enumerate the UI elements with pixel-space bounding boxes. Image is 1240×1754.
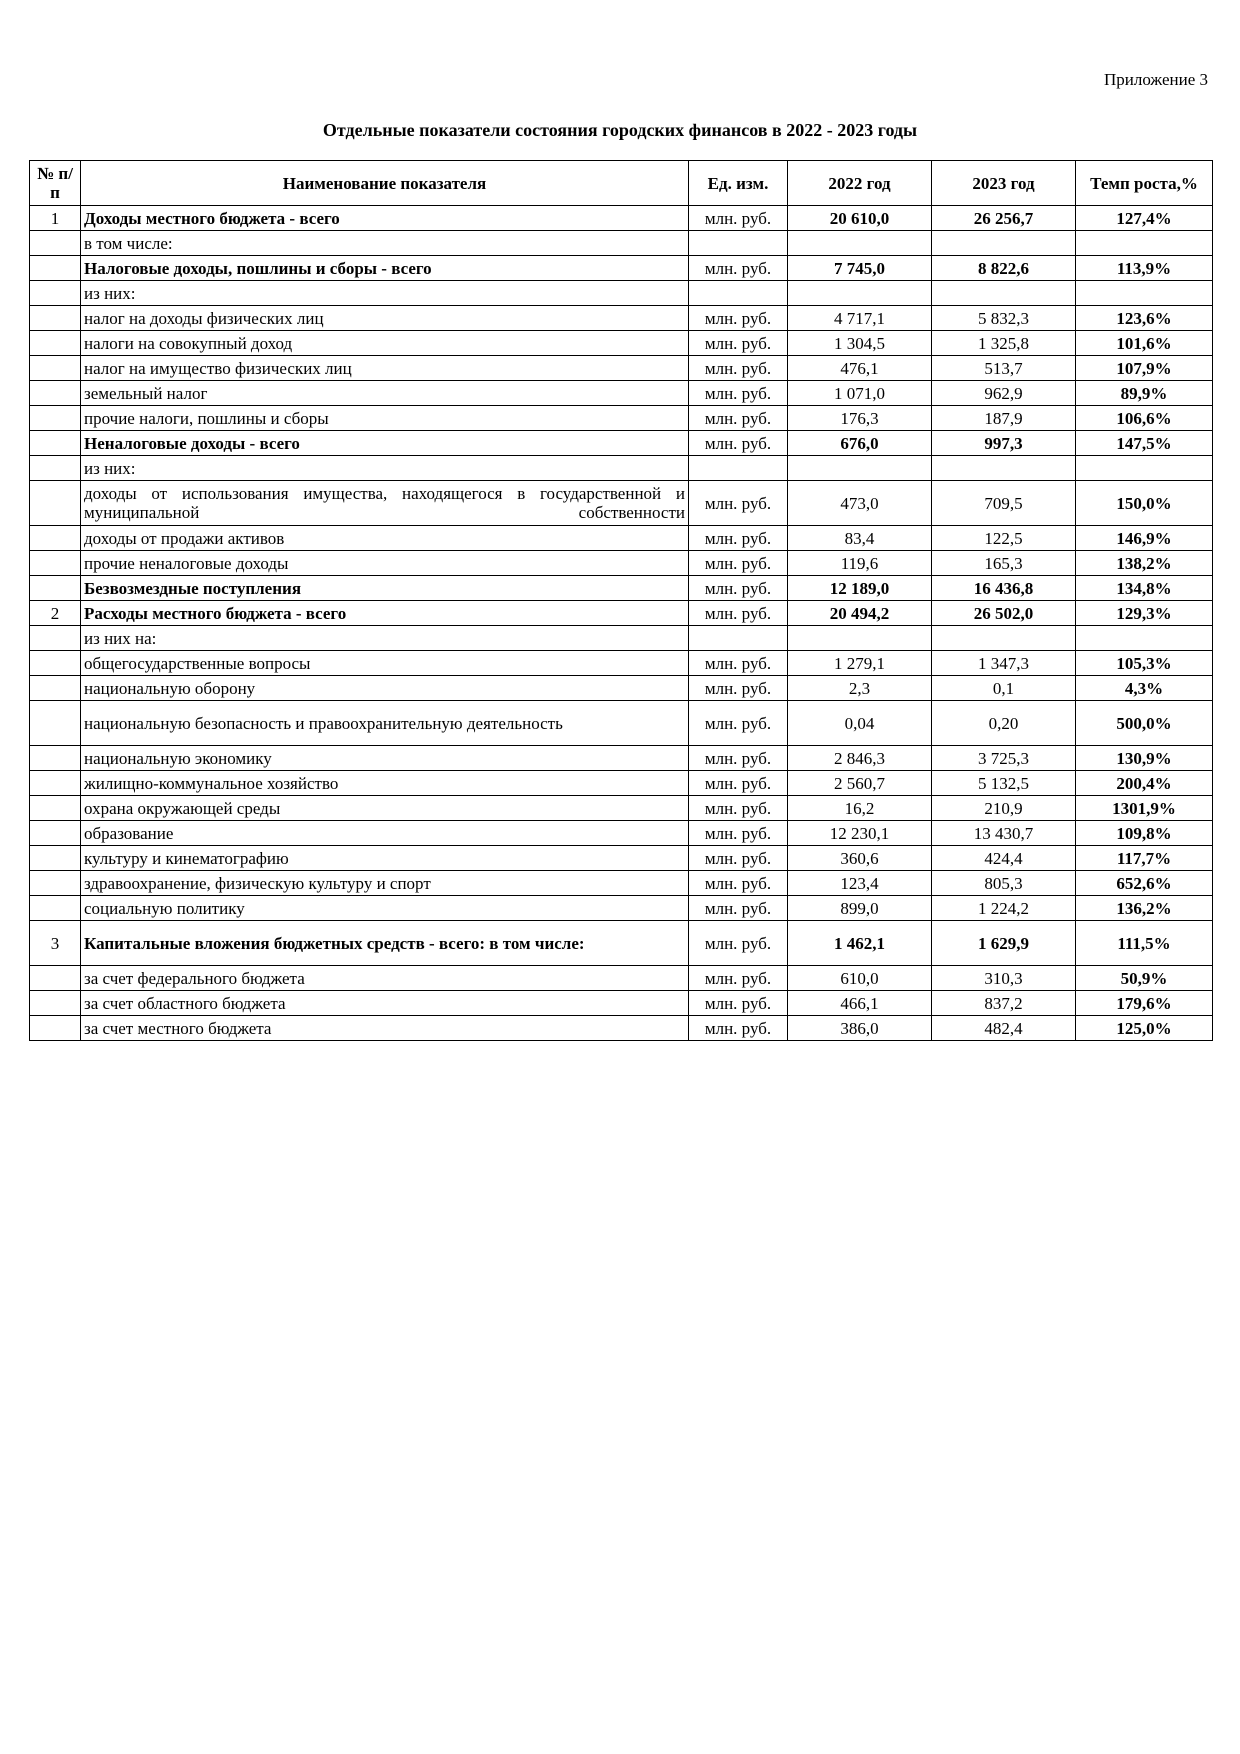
cell-unit [689, 456, 788, 481]
cell-2022: 7 745,0 [788, 256, 932, 281]
cell-name: Капитальные вложения бюджетных средств - всего: в том числе: [81, 921, 689, 966]
cell-unit [689, 231, 788, 256]
cell-2022: 12 189,0 [788, 576, 932, 601]
cell-unit: млн. руб. [689, 701, 788, 746]
cell-2022 [788, 456, 932, 481]
cell-num [30, 406, 81, 431]
cell-name: земельный налог [81, 381, 689, 406]
cell-2023: 8 822,6 [932, 256, 1076, 281]
cell-rate: 117,7% [1076, 846, 1213, 871]
cell-num [30, 626, 81, 651]
cell-rate [1076, 626, 1213, 651]
table-row [30, 921, 1213, 966]
cell-unit: млн. руб. [689, 676, 788, 701]
cell-name: здравоохранение, физическую культуру и спорт [81, 871, 689, 896]
cell-name: культуру и кинематографию [81, 846, 689, 871]
cell-rate: 147,5% [1076, 431, 1213, 456]
cell-2022: 1 462,1 [788, 921, 932, 966]
cell-rate [1076, 231, 1213, 256]
cell-unit: млн. руб. [689, 356, 788, 381]
cell-unit: млн. руб. [689, 821, 788, 846]
cell-rate: 4,3% [1076, 676, 1213, 701]
cell-2023: 1 629,9 [932, 921, 1076, 966]
table-row [30, 551, 1213, 576]
column-header-unit: Ед. изм. [689, 161, 788, 206]
table-row [30, 676, 1213, 701]
cell-2022: 476,1 [788, 356, 932, 381]
cell-2022 [788, 626, 932, 651]
cell-num [30, 771, 81, 796]
cell-2023: 1 347,3 [932, 651, 1076, 676]
table-row [30, 796, 1213, 821]
cell-name: из них: [81, 456, 689, 481]
cell-2022: 1 304,5 [788, 331, 932, 356]
cell-rate: 179,6% [1076, 991, 1213, 1016]
table-row [30, 481, 1213, 526]
cell-num [30, 381, 81, 406]
cell-num: 1 [30, 206, 81, 231]
cell-2022: 676,0 [788, 431, 932, 456]
cell-2022: 119,6 [788, 551, 932, 576]
cell-unit: млн. руб. [689, 331, 788, 356]
column-header-name: Наименование показателя [81, 161, 689, 206]
table-row [30, 306, 1213, 331]
cell-num [30, 651, 81, 676]
table-row [30, 256, 1213, 281]
cell-2022: 83,4 [788, 526, 932, 551]
cell-num [30, 456, 81, 481]
cell-num [30, 701, 81, 746]
cell-2022: 123,4 [788, 871, 932, 896]
column-header-num: № п/п [30, 161, 81, 206]
cell-2022: 12 230,1 [788, 821, 932, 846]
table-row [30, 356, 1213, 381]
cell-2023: 16 436,8 [932, 576, 1076, 601]
cell-2022 [788, 281, 932, 306]
table-row [30, 526, 1213, 551]
cell-rate: 136,2% [1076, 896, 1213, 921]
table-row [30, 281, 1213, 306]
cell-rate: 111,5% [1076, 921, 1213, 966]
cell-unit: млн. руб. [689, 796, 788, 821]
cell-num [30, 431, 81, 456]
cell-name: из них на: [81, 626, 689, 651]
table-row [30, 626, 1213, 651]
cell-2022: 0,04 [788, 701, 932, 746]
table-row [30, 871, 1213, 896]
table-row [30, 456, 1213, 481]
cell-name: образование [81, 821, 689, 846]
cell-name: Расходы местного бюджета - всего [81, 601, 689, 626]
column-header-2023: 2023 год [932, 161, 1076, 206]
table-row [30, 601, 1213, 626]
cell-2023: 837,2 [932, 991, 1076, 1016]
cell-unit: млн. руб. [689, 406, 788, 431]
cell-name: в том числе: [81, 231, 689, 256]
cell-unit: млн. руб. [689, 206, 788, 231]
table-row [30, 231, 1213, 256]
cell-2023: 13 430,7 [932, 821, 1076, 846]
cell-rate: 105,3% [1076, 651, 1213, 676]
cell-2023: 424,4 [932, 846, 1076, 871]
cell-2022: 20 610,0 [788, 206, 932, 231]
cell-2023: 310,3 [932, 966, 1076, 991]
table-row [30, 381, 1213, 406]
cell-name: национальную безопасность и правоохранительную деятельность [81, 701, 689, 746]
cell-num [30, 481, 81, 526]
cell-name: охрана окружающей среды [81, 796, 689, 821]
cell-2023: 709,5 [932, 481, 1076, 526]
cell-num [30, 526, 81, 551]
cell-2023: 26 256,7 [932, 206, 1076, 231]
cell-rate: 146,9% [1076, 526, 1213, 551]
cell-unit: млн. руб. [689, 576, 788, 601]
cell-2023: 122,5 [932, 526, 1076, 551]
cell-num [30, 966, 81, 991]
cell-rate: 130,9% [1076, 746, 1213, 771]
cell-2022: 466,1 [788, 991, 932, 1016]
cell-2023: 0,20 [932, 701, 1076, 746]
cell-2022: 16,2 [788, 796, 932, 821]
cell-num [30, 551, 81, 576]
cell-unit: млн. руб. [689, 381, 788, 406]
cell-num [30, 991, 81, 1016]
cell-unit: млн. руб. [689, 481, 788, 526]
cell-2023 [932, 456, 1076, 481]
cell-name: общегосударственные вопросы [81, 651, 689, 676]
cell-unit: млн. руб. [689, 306, 788, 331]
cell-num [30, 746, 81, 771]
table-header-row [30, 161, 1213, 206]
cell-2022: 473,0 [788, 481, 932, 526]
cell-num: 3 [30, 921, 81, 966]
cell-rate: 150,0% [1076, 481, 1213, 526]
cell-rate [1076, 281, 1213, 306]
appendix-label: Приложение 3 [1104, 70, 1208, 89]
cell-name: национальную оборону [81, 676, 689, 701]
cell-name: из них: [81, 281, 689, 306]
cell-name: национальную экономику [81, 746, 689, 771]
column-header-2022: 2022 год [788, 161, 932, 206]
cell-unit: млн. руб. [689, 1016, 788, 1041]
cell-unit: млн. руб. [689, 771, 788, 796]
cell-unit: млн. руб. [689, 746, 788, 771]
table-row [30, 966, 1213, 991]
cell-2022: 2 846,3 [788, 746, 932, 771]
cell-2023: 187,9 [932, 406, 1076, 431]
cell-rate: 109,8% [1076, 821, 1213, 846]
cell-name: доходы от использования имущества, находящегося в государственной и муниципальной собственности [81, 481, 689, 526]
cell-2023 [932, 281, 1076, 306]
table-row [30, 771, 1213, 796]
cell-name: налоги на совокупный доход [81, 331, 689, 356]
cell-2022: 20 494,2 [788, 601, 932, 626]
cell-name: прочие неналоговые доходы [81, 551, 689, 576]
cell-unit: млн. руб. [689, 846, 788, 871]
cell-rate [1076, 456, 1213, 481]
cell-unit: млн. руб. [689, 256, 788, 281]
cell-2023: 805,3 [932, 871, 1076, 896]
cell-2023: 482,4 [932, 1016, 1076, 1041]
cell-name: Безвозмездные поступления [81, 576, 689, 601]
cell-rate: 127,4% [1076, 206, 1213, 231]
cell-num [30, 846, 81, 871]
cell-2022: 610,0 [788, 966, 932, 991]
cell-rate: 125,0% [1076, 1016, 1213, 1041]
cell-num [30, 356, 81, 381]
cell-rate: 134,8% [1076, 576, 1213, 601]
cell-unit: млн. руб. [689, 526, 788, 551]
cell-num [30, 821, 81, 846]
cell-name: налог на доходы физических лиц [81, 306, 689, 331]
cell-2023: 1 325,8 [932, 331, 1076, 356]
cell-num [30, 896, 81, 921]
cell-2022: 2 560,7 [788, 771, 932, 796]
cell-unit: млн. руб. [689, 551, 788, 576]
table-row [30, 1016, 1213, 1041]
cell-unit: млн. руб. [689, 991, 788, 1016]
cell-2022: 2,3 [788, 676, 932, 701]
cell-num [30, 281, 81, 306]
cell-rate: 50,9% [1076, 966, 1213, 991]
cell-rate: 106,6% [1076, 406, 1213, 431]
cell-num [30, 576, 81, 601]
cell-unit: млн. руб. [689, 431, 788, 456]
cell-2023 [932, 626, 1076, 651]
cell-2022: 899,0 [788, 896, 932, 921]
cell-unit: млн. руб. [689, 966, 788, 991]
cell-num: 2 [30, 601, 81, 626]
cell-rate: 113,9% [1076, 256, 1213, 281]
cell-rate: 123,6% [1076, 306, 1213, 331]
cell-unit [689, 626, 788, 651]
cell-2023: 0,1 [932, 676, 1076, 701]
cell-unit: млн. руб. [689, 601, 788, 626]
cell-name: социальную политику [81, 896, 689, 921]
table-row [30, 846, 1213, 871]
table-row [30, 651, 1213, 676]
cell-2023: 962,9 [932, 381, 1076, 406]
finance-table [29, 160, 1213, 1041]
cell-name: прочие налоги, пошлины и сборы [81, 406, 689, 431]
cell-num [30, 871, 81, 896]
cell-num [30, 256, 81, 281]
cell-rate: 138,2% [1076, 551, 1213, 576]
cell-name: Неналоговые доходы - всего [81, 431, 689, 456]
cell-2023: 5 132,5 [932, 771, 1076, 796]
cell-2022: 1 279,1 [788, 651, 932, 676]
cell-2022 [788, 231, 932, 256]
cell-num [30, 1016, 81, 1041]
table-row [30, 746, 1213, 771]
cell-num [30, 796, 81, 821]
cell-rate: 129,3% [1076, 601, 1213, 626]
cell-2022: 4 717,1 [788, 306, 932, 331]
cell-name: за счет местного бюджета [81, 1016, 689, 1041]
table-row [30, 331, 1213, 356]
cell-2023: 1 224,2 [932, 896, 1076, 921]
table-row [30, 576, 1213, 601]
cell-2022: 360,6 [788, 846, 932, 871]
cell-num [30, 306, 81, 331]
table-row [30, 896, 1213, 921]
cell-2023: 5 832,3 [932, 306, 1076, 331]
cell-name: Доходы местного бюджета - всего [81, 206, 689, 231]
cell-rate: 107,9% [1076, 356, 1213, 381]
cell-rate: 652,6% [1076, 871, 1213, 896]
cell-num [30, 331, 81, 356]
cell-unit: млн. руб. [689, 871, 788, 896]
table-row [30, 431, 1213, 456]
cell-name: Налоговые доходы, пошлины и сборы - всего [81, 256, 689, 281]
cell-rate: 89,9% [1076, 381, 1213, 406]
cell-num [30, 231, 81, 256]
cell-name: налог на имущество физических лиц [81, 356, 689, 381]
cell-2022: 386,0 [788, 1016, 932, 1041]
table-row [30, 206, 1213, 231]
table-row [30, 991, 1213, 1016]
table-row [30, 406, 1213, 431]
cell-2023: 165,3 [932, 551, 1076, 576]
cell-2023: 26 502,0 [932, 601, 1076, 626]
cell-rate: 200,4% [1076, 771, 1213, 796]
page-title: Отдельные показатели состояния городских финансов в 2022 - 2023 годы [322, 120, 918, 140]
cell-2023: 513,7 [932, 356, 1076, 381]
cell-2023: 210,9 [932, 796, 1076, 821]
table-row [30, 821, 1213, 846]
cell-2022: 1 071,0 [788, 381, 932, 406]
cell-name: жилищно-коммунальное хозяйство [81, 771, 689, 796]
cell-unit: млн. руб. [689, 896, 788, 921]
cell-num [30, 676, 81, 701]
cell-name: за счет областного бюджета [81, 991, 689, 1016]
cell-rate: 1301,9% [1076, 796, 1213, 821]
cell-name: доходы от продажи активов [81, 526, 689, 551]
cell-unit: млн. руб. [689, 651, 788, 676]
table-row [30, 701, 1213, 746]
cell-rate: 500,0% [1076, 701, 1213, 746]
cell-rate: 101,6% [1076, 331, 1213, 356]
cell-2023: 3 725,3 [932, 746, 1076, 771]
cell-unit [689, 281, 788, 306]
column-header-rate: Темп роста,% [1076, 161, 1213, 206]
cell-2022: 176,3 [788, 406, 932, 431]
cell-2023 [932, 231, 1076, 256]
cell-name: за счет федерального бюджета [81, 966, 689, 991]
cell-2023: 997,3 [932, 431, 1076, 456]
cell-unit: млн. руб. [689, 921, 788, 966]
